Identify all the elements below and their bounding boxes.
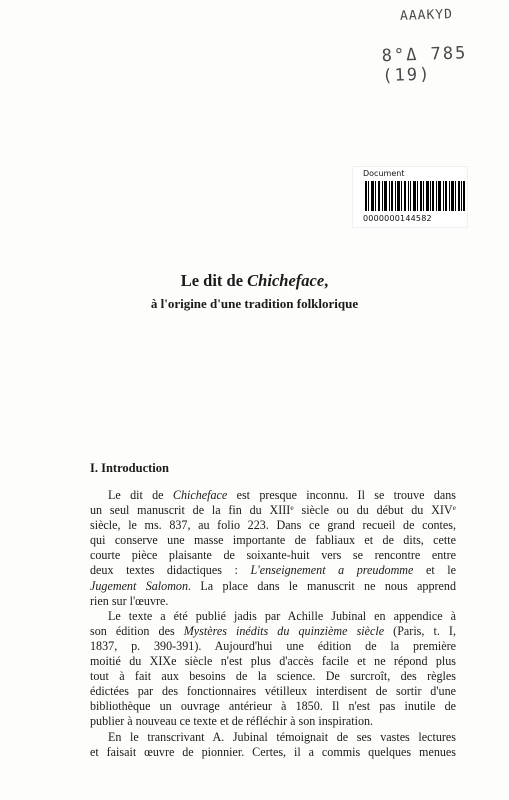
article-title: Le dit de Chicheface, xyxy=(180,271,329,290)
label-title: Document xyxy=(363,169,405,178)
body-text xyxy=(90,488,456,760)
handwritten-call-number: 8°Δ 785 (19) xyxy=(381,43,468,87)
document-barcode-label xyxy=(352,166,468,228)
barcode-icon xyxy=(365,181,465,211)
article-subtitle: à l'origine d'une tradition folklorique xyxy=(150,296,359,311)
paragraph-2: Le texte a été publié jadis par Achille Jubinal en appendice à son édition des Mystères inédits du quinzième siècle (Paris, t. I, 1837, p. 390-391). Aujourd'hui une édition de la première moitié du XIXe siècle n'est plus d'accès facile et ne répond plus tout à fait aux besoins de la science. De surcroît, des règles édictées par des fonctionnaires vétilleux interdisent de sortir d'une bibliothèque un ouvrage antérieur à 1850. Il n'est pas inutile de publier à nouveau ce texte et de réfléchir à son inspiration. xyxy=(90,608,456,729)
handwritten-shelf-mark: AAAKYD xyxy=(399,7,454,24)
section-heading: I. Introduction xyxy=(90,461,169,475)
paragraph-3: En le transcrivant A. Jubinal témoignait de ses vastes lectures et faisait œuvre de pionnier. Certes, il a commis quelques menues xyxy=(90,729,456,759)
barcode-number: 0000000144582 xyxy=(363,214,432,223)
paragraph-1: Le dit de Chicheface est presque inconnu. Il se trouve dans un seul manuscrit de la fin du XIIIe siècle ou du début du XIVe siècle, le ms. 837, au folio 223. Dans ce grand recueil de contes, qui conserve une masse importante de fabliaux et de dits, cette courte pièce plaisante de soixante-huit vers se rencontre entre deux textes didactiques : L'enseignement a preudomme et le Jugement Salomon. La place dans le manuscrit ne nous apprend rien sur l'œuvre. xyxy=(90,488,456,608)
